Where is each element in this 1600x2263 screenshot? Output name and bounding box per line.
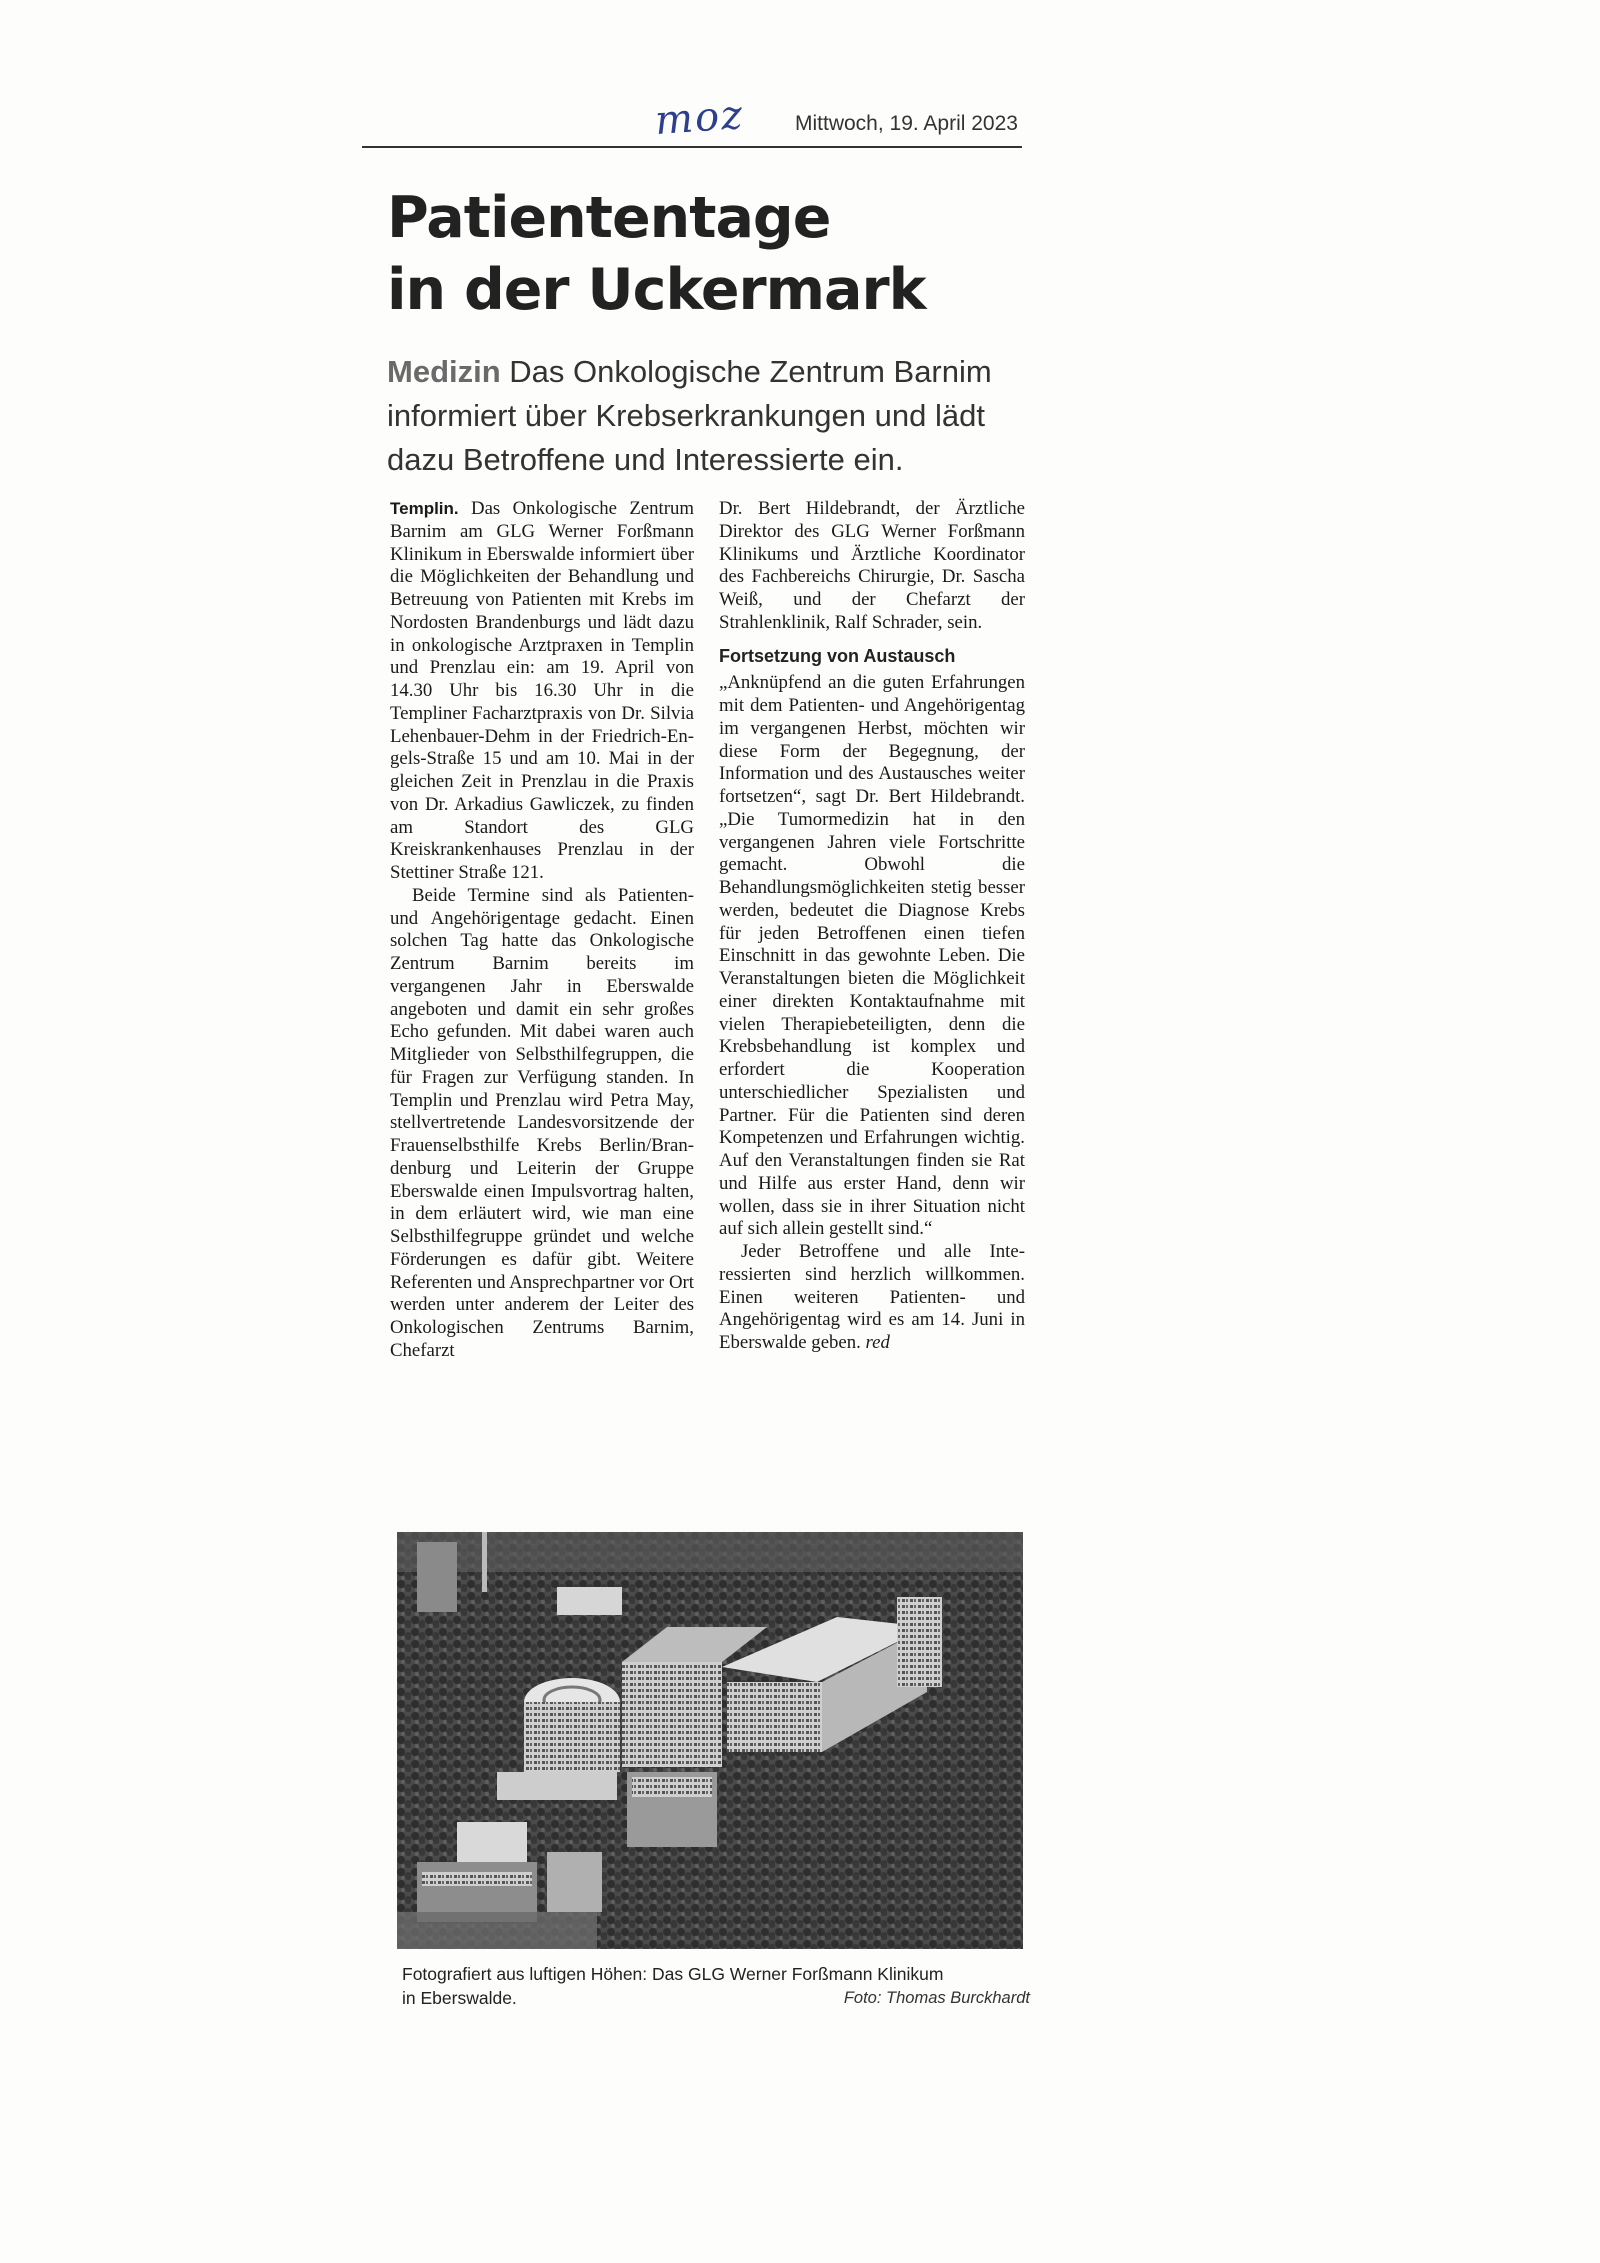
- photo-credit: Foto: Thomas Burckhardt: [843, 1989, 1030, 2007]
- paragraph-text: Jeder Betroffene und alle Interessierten sind herzlich willkommen. Einen weiteren Patienten- und Angehörigentag wird es am 14. Juni in Eberswalde geben.: [719, 1241, 1025, 1353]
- article-subheading: Fortsetzung von Austausch: [719, 645, 956, 666]
- header-rule: [362, 146, 1022, 148]
- article-column-2: [719, 498, 1025, 1355]
- paragraph: Beide Termine sind als Patienten- und Angehörigentage gedacht. Einen solchen Tag hatte das Onkologische Zentrum Barnim bereits im vergangenen Jahr in Eberswalde angeboten und damit ein sehr großes Echo gefunden. Mit dabei waren auch Mitglieder von Selbsthilfegruppen, die für Fragen zur Verfügung standen. In Templin und Prenzlau wird Petra May, stellvertretende Landesvorsitzende der Frauenselbsthilfe Krebs Berlin/Brandenburg und Leiterin der Gruppe Eberswalde einen Impulsvortrag halten, in dem erläutert wird, wie man eine Selbsthilfegruppe gründet und welche Förderungen es dafür gibt. Weitere Referenten und Ansprechpartner vor Ort werden unter anderem der Leiter des Onkologischen Zentrums Barnim, Chefarzt: [390, 884, 694, 1361]
- aerial-photo-illustration: [397, 1532, 1023, 1949]
- article-deck: [387, 350, 1027, 482]
- headline-line-2: in der Uckermark: [387, 257, 926, 323]
- paragraph-text: Das Onkologische Zentrum Barnim am GLG Werner Forßmann Klinikum in Eberswalde informiert über die Möglichkeiten der Behandlung und Betreuung von Patienten mit Krebs im Nordosten Brandenburgs und lädt dazu in onkologische Arztpraxen in Templin und Prenzlau ein: am 19. April von 14.30 Uhr bis 16.30 Uhr in die Templiner Facharztpraxis von Dr. Silvia Lehenbauer-Dehm in der Friedrich-Engels-Straße 15 und am 10. Mai in der gleichen Zeit in Prenzlau in die Praxis von Dr. Arkadius Gawliczek, zu finden am Standort des GLG Kreiskrankenhauses Prenzlau in der Stettiner Straße 121.: [390, 498, 694, 883]
- article-column-1: [390, 498, 694, 1363]
- author-initials: red: [865, 1332, 890, 1353]
- handwritten-source-note: moz: [653, 91, 746, 145]
- paragraph: [390, 498, 694, 885]
- paragraph: Dr. Bert Hildebrandt, der Ärztliche Direktor des GLG Werner Forßmann Klinikums und Ärztliche Koordinator des Fachbereichs Chirurgie, Dr. Sascha Weiß, und der Chefarzt der Strahlenklinik, Ralf Schrader, sein.: [719, 498, 1025, 633]
- deck-kicker: Medizin: [387, 354, 501, 389]
- paragraph: [719, 1241, 1025, 1355]
- article-headline: [387, 182, 1027, 326]
- caption-second-line: [402, 1986, 1030, 2010]
- deck-text: Das Onkologische Zentrum Barnim informiert über Krebserkrankungen und lädt dazu Betroffene und Interessierte ein.: [387, 354, 992, 477]
- headline-line-1: Patiententage: [387, 185, 831, 251]
- paragraph: „Anknüpfend an die guten Erfahrungen mit dem Patienten- und Angehörigentag im vergangenen Herbst, möchten wir diese Form der Begegnung, der Information und des Austausches weiter fortsetzen“, sagt Dr. Bert Hildebrandt. „Die Tumormedizin hat in den vergangenen Jahren viele Fortschritte gemacht. Obwohl die Behandlungsmöglichkeiten stetig besser werden, bedeutet die Diagnose Krebs für jeden Betroffenen einen tiefen Einschnitt in das gewohnte Leben. Die Veranstaltungen bieten die Möglichkeit einer direkten Kontaktaufnahme mit vielen Therapiebeteiligten, denn die Krebsbehandlung ist komplex und erfordert die Kooperation unterschiedlicher Spezialisten und Partner. Für die Patienten sind deren Kompetenzen und Erfahrungen wichtig. Auf den Veranstaltungen finden sie Rat und Hilfe aus erster Hand, denn wir wollen, dass sie in ihrer Situation nicht auf sich allein gestellt sind.“: [719, 672, 1025, 1240]
- aerial-photo-hospital: [397, 1532, 1023, 1949]
- article-dateline: Templin.: [390, 499, 459, 518]
- publication-date: Mittwoch, 19. April 2023: [795, 112, 1018, 135]
- caption-text-continued: in Eberswalde.: [402, 1988, 517, 2008]
- photo-caption: [402, 1962, 1030, 2010]
- caption-text: Fotografiert aus luftigen Höhen: Das GLG Werner Forßmann Klinikum: [402, 1964, 944, 1984]
